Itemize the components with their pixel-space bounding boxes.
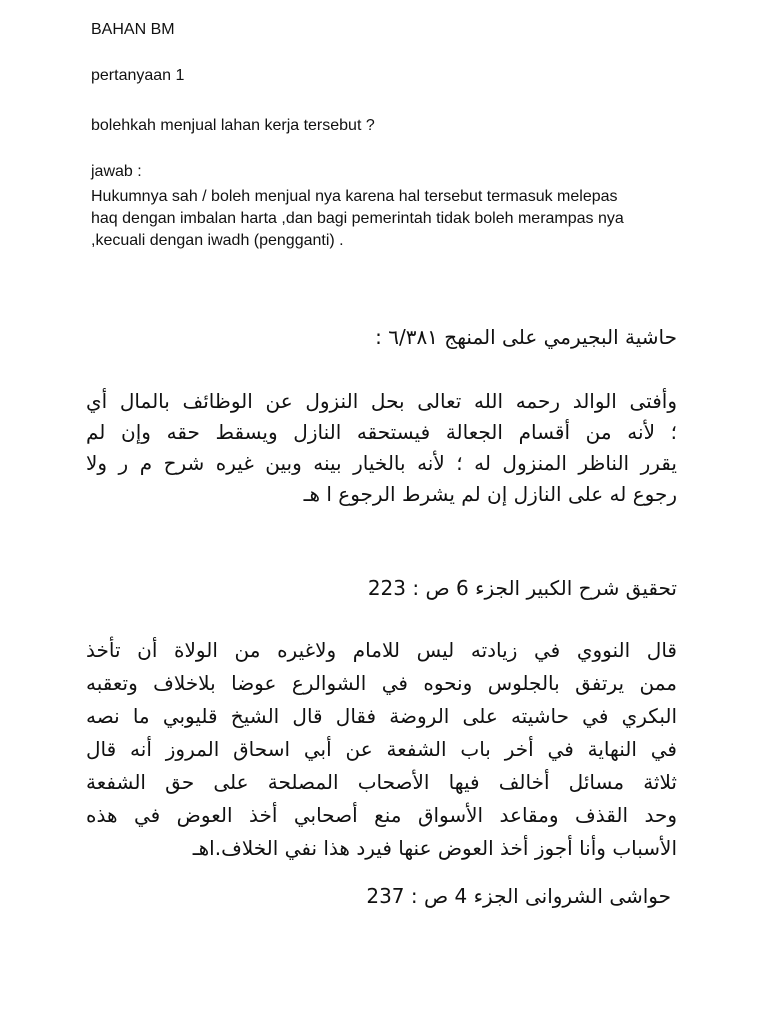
question-label: pertanyaan 1 <box>91 67 185 84</box>
quote-line: وحد القذف ومقاعد الأسواق منع أصحابي أخذ العوض في هذه <box>86 803 677 827</box>
answer-line: Hukumnya sah / boleh menjual nya karena hal tersebut termasuk melepas <box>91 188 618 205</box>
reference-1-title: حاشية البجيرمي على المنهج ٦/٣٨١ : <box>375 325 677 349</box>
quote-line: يقرر الناظر المنزول له ؛ لأنه بالخيار بينه وبين غيره شرح م ر ولا <box>86 451 677 475</box>
question-text: bolehkah menjual lahan kerja tersebut ? <box>91 117 375 134</box>
quote-line: ممن يرتفق بالجلوس ونحوه في الشوالرع عوضا بلاخلاف وتعقبه <box>86 671 677 695</box>
answer-line: ,kecuali dengan iwadh (pengganti) . <box>91 232 344 249</box>
quote-line: وأفتى الوالد رحمه الله تعالى بحل النزول عن الوظائف بالمال أي <box>86 389 677 413</box>
quote-line: رجوع له على النازل إن لم يشرط الرجوع ا هـ <box>303 482 677 506</box>
quote-line: الأسباب وأنا أجوز أخذ العوض عنها فيرد هذا نفي الخلاف.اهـ <box>192 836 677 860</box>
quote-line: قال النووي في زيادته ليس للامام ولاغيره من الولاة أن تأخذ <box>86 638 677 662</box>
quote-line: ثلاثة مسائل أخالف فيها الأصحاب المصلحة على حق الشفعة <box>86 770 677 794</box>
reference-3-title: حواشى الشروانى الجزء 4 ص : 237 <box>366 884 671 908</box>
reference-2-title: تحقيق شرح الكبير الجزء 6 ص : 223 <box>367 576 677 600</box>
reference-2-quote <box>86 634 677 865</box>
reference-1-quote <box>86 386 677 510</box>
answer-line: haq dengan imbalan harta ,dan bagi pemerintah tidak boleh merampas nya <box>91 210 624 227</box>
quote-line: ؛ لأنه من أقسام الجعالة فيستحقه النازل ويسقط حقه وإن لم <box>86 420 677 444</box>
answer-label: jawab : <box>91 163 142 180</box>
quote-line: في النهاية في أخر باب الشفعة عن أبي اسحاق المروز أنه قال <box>86 737 677 761</box>
answer-paragraph <box>91 186 691 252</box>
quote-line: البكري في حاشيته على الروضة فقال قال الشيخ قليوبي ما نصه <box>86 704 677 728</box>
document-header: BAHAN BM <box>91 21 175 38</box>
